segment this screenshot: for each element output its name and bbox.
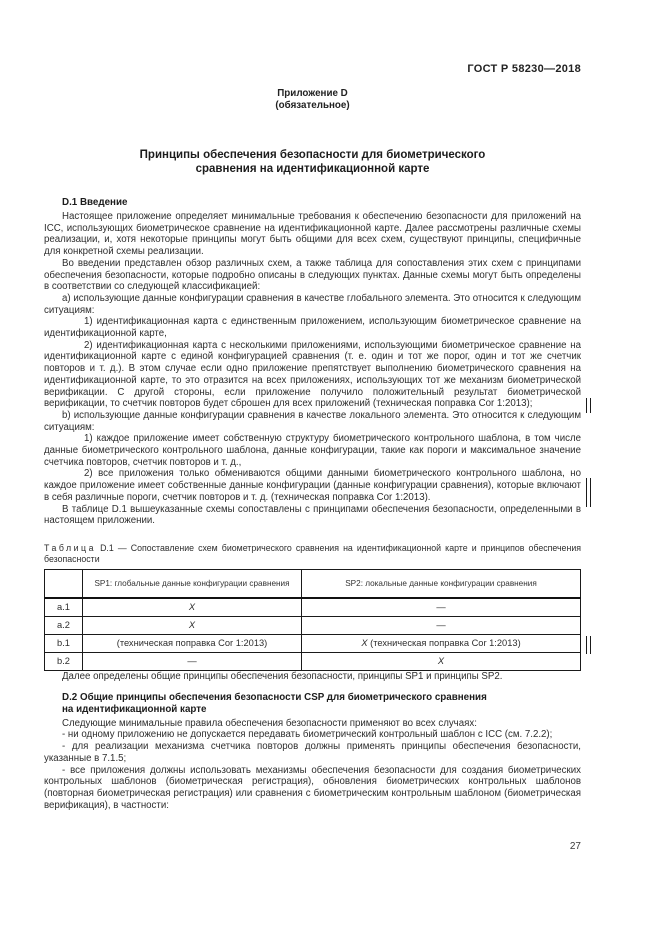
table-header-sp1: SP1: глобальные данные конфигурации сравнения	[83, 569, 302, 598]
cell-x: X	[361, 637, 368, 648]
section-d2-heading-line2: на идентификационной карте	[62, 703, 207, 715]
page-title	[44, 148, 581, 176]
paragraph: - ни одному приложению не допускается передавать биометрический контрольный шаблон с ICC (см. 7.2.2);	[62, 729, 553, 741]
table-row	[45, 634, 581, 652]
row-label: a.1	[45, 598, 83, 617]
paragraph: 2) все приложения только обмениваются общими данными биометрического контрольного шаблона, но каждое приложение имеет собственные данные конфигурации (данные конфигурации сравнения), которые включают в себя различные пороги, счетчик повторов и т. д. (техническая поправка Cor 1:2013).	[44, 468, 581, 503]
section-d1-heading: D.1 Введение	[62, 197, 128, 208]
table-caption-word: Таблица	[44, 542, 96, 553]
cell-text: —	[436, 619, 446, 630]
paragraph: - все приложения должны использовать механизмы обеспечения безопасности для создания биометрических контрольных шаблонов (биометрическая регистрация), обновления биометрических контрольных шаблонов (повторная биометрическая регистрация) или сравнения с биометрическим контрольным шаблоном (биометрическая верификация), в частности:	[44, 764, 581, 811]
section-d2-body	[44, 718, 581, 812]
appendix-label: Приложение D	[277, 88, 348, 99]
paragraph: 2) идентификационная карта с несколькими приложениями, использующими биометрическое сравнение на идентификационной карте с единой конфигурацией сравнения (т. е. один и тот же порог, один и тот же счетчик повторов и т. д.). В этом случае если одно приложение препятствует выполнению биометрического сравнения на идентификационной карте, то это отразится на всех приложениях, использующих тот же механизм биометрической верификации. С другой стороны, если приложение получило положительный результат биометрической верификации, то счетчик повторов будет сброшен для всех приложений (техническая поправка Cor 1:2013);	[44, 339, 581, 410]
table-header-row	[45, 569, 581, 598]
paragraph: В таблице D.1 вышеуказанные схемы сопоставлены с принципами обеспечения безопасности, определенными в настоящем приложении.	[44, 503, 581, 527]
revision-change-bar	[586, 398, 591, 413]
paragraph: 1) каждое приложение имеет собственную структуру биометрического контрольного шаблона, в том числе данные биометрического контрольного шаблона, данные конфигурации, такие как пороги и максимальное значение счетчика повторов, счетчик повторов и т. д.,	[44, 433, 581, 468]
table-row	[45, 598, 581, 617]
table-caption	[44, 543, 581, 565]
paragraph: а) использующие данные конфигурации сравнения в качестве глобального элемента. Это относится к следующим ситуациям:	[44, 292, 581, 316]
row-label: b.1	[45, 634, 83, 652]
cell-sp1	[83, 634, 302, 652]
page-number: 27	[569, 841, 581, 852]
cell-text: (техническая поправка Cor 1:2013)	[367, 637, 521, 648]
table-d1	[44, 569, 581, 671]
paragraph: 1) идентификационная карта с единственным приложением, использующим биометрическое сравнение на идентификационной карте,	[44, 316, 581, 340]
paragraph: - для реализации механизма счетчика повторов должны применять принципы обеспечения безопасности, указанные в 7.1.5;	[44, 741, 581, 764]
cell-sp1	[83, 598, 302, 617]
page-content	[44, 0, 581, 811]
table-row	[45, 616, 581, 634]
appendix-heading	[44, 88, 581, 112]
cell-sp1	[83, 616, 302, 634]
page-title-line1: Принципы обеспечения безопасности для биометрического	[139, 149, 486, 161]
paragraph: Далее определены общие принципы обеспечения безопасности, принципы SP1 и принципы SP2.	[62, 670, 503, 682]
paragraph: Следующие минимальные правила обеспечения безопасности применяют во всех случаях:	[62, 717, 477, 729]
cell-x: X	[188, 619, 196, 630]
cell-x: X	[188, 601, 196, 612]
row-label: b.2	[45, 652, 83, 670]
table-row	[45, 652, 581, 670]
cell-sp2	[302, 652, 581, 670]
cell-sp2	[302, 598, 581, 617]
table-caption-text: D.1 — Сопоставление схем биометрического сравнения на идентификационной карте и принципов обеспечения безопасности	[44, 542, 581, 564]
row-label: a.2	[45, 616, 83, 634]
paragraph: Настоящее приложение определяет минимальные требования к обеспечению безопасности для приложений на ICC, использующих биометрическое сравнение на идентификационной карте. Далее рассмотрены различные схемы реализации, и, хотя некоторые принципы могут быть общими для всех схем, существуют принципы, специфичные для конкретной схемы реализации.	[44, 211, 581, 258]
section-d2-heading	[44, 692, 581, 716]
revision-change-bar	[586, 636, 591, 654]
table-header-empty	[45, 569, 83, 598]
revision-change-bar	[586, 478, 591, 507]
paragraph: Во введении представлен обзор различных схем, а также таблица для сопоставления этих схем с принципами обеспечения безопасности, которые подробно описаны в следующих пунктах. Данные схемы могут быть определены в соответствии со следующей классификацией:	[44, 257, 581, 293]
cell-text: (техническая поправка Cor 1:2013)	[116, 637, 268, 648]
cell-text: —	[436, 601, 446, 612]
table-header-sp2: SP2: локальные данные конфигурации сравнения	[302, 569, 581, 598]
cell-sp1	[83, 652, 302, 670]
section-d2-heading-line1: D.2 Общие принципы обеспечения безопасности CSP для биометрического сравнения	[62, 691, 487, 703]
doc-number-header: ГОСТ Р 58230—2018	[467, 63, 581, 75]
cell-sp2	[302, 634, 581, 652]
appendix-type: (обязательное)	[275, 100, 350, 111]
cell-x: X	[437, 655, 445, 666]
page-title-line2: сравнения на идентификационной карте	[195, 163, 430, 175]
paragraph: b) использующие данные конфигурации сравнения в качестве локального элемента. Это относится к следующим ситуациям:	[44, 409, 581, 433]
cell-sp2	[302, 616, 581, 634]
cell-text: —	[187, 655, 197, 666]
